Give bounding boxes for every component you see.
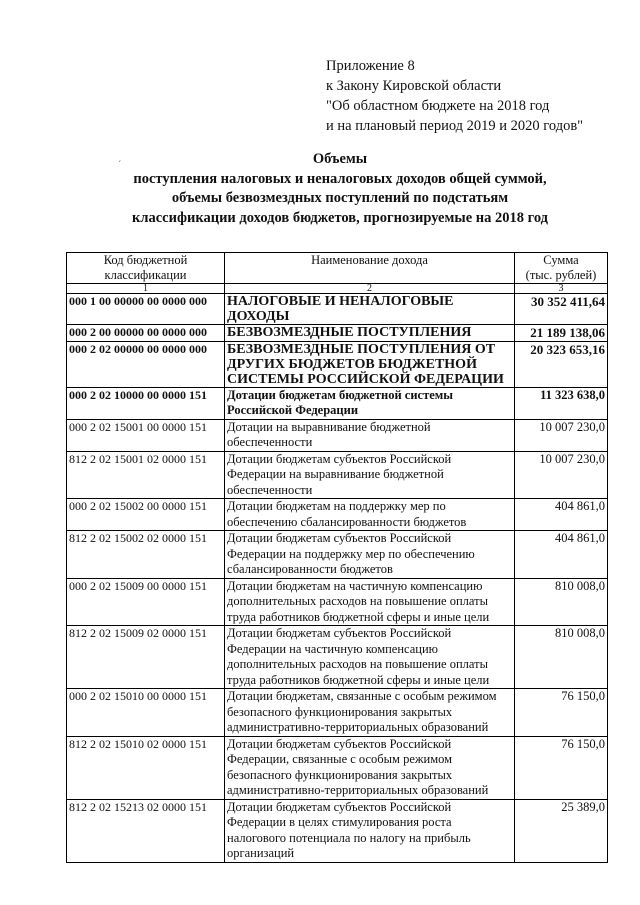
- row-name-line: обеспеченности: [227, 435, 313, 449]
- row-name: [225, 578, 515, 626]
- table-row: [67, 531, 608, 579]
- row-name-line: НАЛОГОВЫЕ И НЕНАЛОГОВЫЕ ДОХОДЫ: [227, 294, 454, 324]
- title-line: классификации доходов бюджетов, прогнозируемые на 2018 год: [131, 209, 548, 226]
- row-name-line: Дотации бюджетам субъектов Российской: [227, 451, 452, 466]
- appendix-line: Приложение 8: [326, 58, 415, 74]
- column-number: 3: [515, 284, 608, 294]
- row-name-line: сбалансированности бюджетов: [227, 562, 393, 576]
- row-name: [225, 736, 515, 799]
- row-name-line: БЕЗВОЗМЕЗДНЫЕ ПОСТУПЛЕНИЯ ОТ: [227, 341, 496, 357]
- row-code: 000 2 02 15009 00 0000 151: [67, 578, 225, 626]
- appendix-line: к Закону Кировской области: [326, 78, 502, 94]
- header-code: [67, 253, 225, 284]
- row-name: [225, 419, 515, 451]
- row-sum: 21 189 138,06: [515, 325, 608, 342]
- row-code: 000 2 02 10000 00 0000 151: [67, 387, 225, 419]
- row-sum: 76 150,0: [515, 736, 608, 799]
- row-sum: 10 007 230,0: [515, 451, 608, 499]
- row-name-line: организаций: [227, 846, 295, 860]
- document-title: [0, 150, 640, 228]
- scan-mark: ´: [118, 160, 122, 171]
- row-name: [225, 531, 515, 579]
- table-row: [67, 419, 608, 451]
- table-row: [67, 578, 608, 626]
- row-name: [225, 499, 515, 531]
- row-name-line: дополнительных расходов на повышение оплаты: [227, 594, 488, 608]
- title-line: Объемы: [312, 151, 368, 167]
- row-code: 000 2 02 00000 00 0000 000: [67, 341, 225, 387]
- table-row: [67, 325, 608, 342]
- row-code: 812 2 02 15001 02 0000 151: [67, 451, 225, 499]
- row-name: [225, 451, 515, 499]
- row-sum: 404 861,0: [515, 531, 608, 579]
- row-name-line: административно-территориальных образований: [227, 720, 489, 734]
- row-name-line: Федерации на поддержку мер по обеспечению: [227, 546, 475, 561]
- row-code: 000 2 02 15010 00 0000 151: [67, 689, 225, 737]
- row-name-line: Дотации бюджетам субъектов Российской: [227, 799, 452, 814]
- row-name: [225, 799, 515, 862]
- row-code: 812 2 02 15213 02 0000 151: [67, 799, 225, 862]
- row-name: [225, 689, 515, 737]
- row-name-line: обеспеченности: [227, 482, 313, 497]
- row-name-line: труда работников бюджетной сферы и иные цели: [227, 672, 490, 687]
- row-sum: 20 323 653,16: [515, 341, 608, 387]
- table-row: [67, 626, 608, 689]
- row-sum: 30 352 411,64: [515, 294, 608, 325]
- row-name-line: СИСТЕМЫ РОССИЙСКОЙ ФЕДЕРАЦИИ: [227, 371, 504, 387]
- header-sum-line: Сумма: [543, 253, 579, 267]
- row-sum: 404 861,0: [515, 499, 608, 531]
- header-code-line: Код бюджетной: [103, 253, 188, 267]
- column-number: 1: [67, 284, 225, 294]
- row-name-line: Федерации на выравнивание бюджетной: [227, 467, 444, 481]
- row-sum: 10 007 230,0: [515, 419, 608, 451]
- row-sum: 810 008,0: [515, 578, 608, 626]
- row-name: [225, 626, 515, 689]
- column-number: 2: [225, 284, 515, 294]
- row-name-line: БЕЗВОЗМЕЗДНЫЕ ПОСТУПЛЕНИЯ: [227, 325, 472, 340]
- budget-table: [66, 252, 608, 863]
- table-header-row: [67, 253, 608, 284]
- row-sum: 76 150,0: [515, 689, 608, 737]
- row-name-line: Федерации в целях стимулирования роста: [227, 815, 452, 829]
- row-name-line: Дотации бюджетам, связанные с особым режимом: [227, 689, 497, 703]
- header-sum: [515, 253, 608, 284]
- header-code-line: классификации: [104, 268, 187, 282]
- row-code: 000 1 00 00000 00 0000 000: [67, 294, 225, 325]
- title-line: поступления налоговых и неналоговых доходов общей суммой,: [133, 170, 547, 187]
- row-name-line: Дотации бюджетам субъектов Российской: [227, 531, 452, 545]
- row-name: [225, 325, 515, 342]
- row-name: [225, 294, 515, 325]
- header-sum-line: (тыс. рублей): [525, 268, 597, 282]
- row-name-line: дополнительных расходов на повышение оплаты: [227, 657, 488, 671]
- row-name-line: Дотации на выравнивание бюджетной: [227, 419, 431, 434]
- table-row: [67, 294, 608, 325]
- row-name-line: Дотации бюджетам на поддержку мер по: [227, 499, 446, 513]
- appendix-header: [326, 56, 583, 136]
- row-sum: 11 323 638,0: [515, 387, 608, 419]
- table-row: [67, 736, 608, 799]
- row-name-line: Дотации бюджетам бюджетной системы: [227, 387, 454, 402]
- row-code: 812 2 02 15009 02 0000 151: [67, 626, 225, 689]
- row-name-line: Федерации, связанные с особым режимом: [227, 752, 453, 766]
- row-name-line: Федерации на частичную компенсацию: [227, 641, 438, 656]
- row-code: 000 2 00 00000 00 0000 000: [67, 325, 225, 342]
- row-sum: 810 008,0: [515, 626, 608, 689]
- column-number-row: [67, 284, 608, 294]
- row-name-line: Дотации бюджетам субъектов Российской: [227, 736, 452, 751]
- appendix-line: и на плановый период 2019 и 2020 годов": [326, 118, 584, 134]
- row-name-line: административно-территориальных образований: [227, 783, 489, 797]
- row-code: 812 2 02 15002 02 0000 151: [67, 531, 225, 579]
- row-code: 000 2 02 15002 00 0000 151: [67, 499, 225, 531]
- row-sum: 25 389,0: [515, 799, 608, 862]
- row-code: 812 2 02 15010 02 0000 151: [67, 736, 225, 799]
- row-name-line: налогового потенциала по налогу на прибыль: [227, 830, 471, 845]
- title-line: объемы безвозмездных поступлений по подстатьям: [171, 190, 509, 206]
- table-row: [67, 451, 608, 499]
- table-row: [67, 689, 608, 737]
- row-code: 000 2 02 15001 00 0000 151: [67, 419, 225, 451]
- table-row: [67, 499, 608, 531]
- table-row: [67, 387, 608, 419]
- row-name-line: труда работников бюджетной сферы и иные цели: [227, 609, 490, 624]
- table-row: [67, 799, 608, 862]
- row-name-line: ДРУГИХ БЮДЖЕТОВ БЮДЖЕТНОЙ: [227, 356, 477, 372]
- row-name-line: Дотации бюджетам субъектов Российской: [227, 626, 452, 640]
- row-name: [225, 341, 515, 387]
- appendix-line: "Об областном бюджете на 2018 год: [326, 98, 550, 114]
- row-name-line: обеспечению сбалансированности бюджетов: [227, 514, 467, 529]
- header-name: Наименование дохода: [225, 253, 515, 284]
- table-row: [67, 341, 608, 387]
- row-name: [225, 387, 515, 419]
- row-name-line: безопасного функционирования закрытых: [227, 767, 453, 782]
- row-name-line: безопасного функционирования закрытых: [227, 704, 453, 719]
- row-name-line: Дотации бюджетам на частичную компенсацию: [227, 578, 483, 593]
- row-name-line: Российской Федерации: [227, 403, 359, 417]
